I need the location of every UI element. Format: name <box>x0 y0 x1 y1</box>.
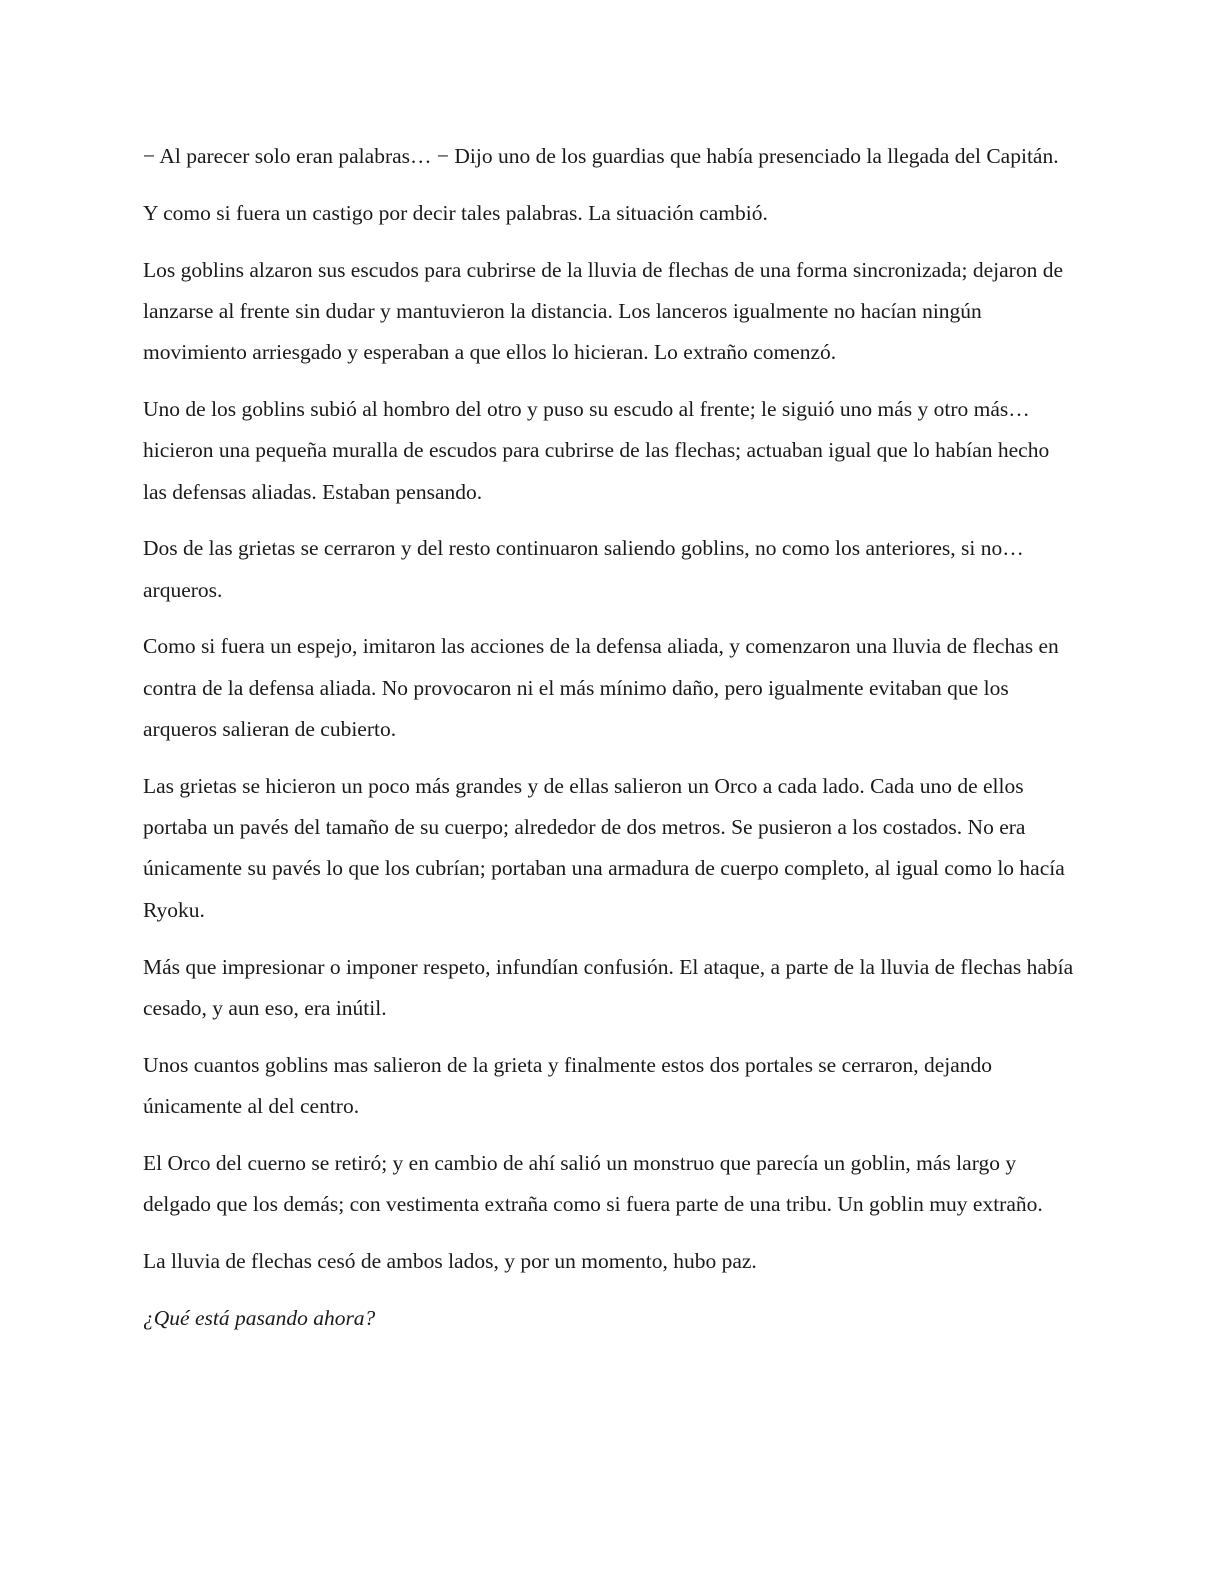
paragraph: Dos de las grietas se cerraron y del resto continuaron saliendo goblins, no como los anteriores, si no… arqueros. <box>143 536 1024 602</box>
paragraph: El Orco del cuerno se retiró; y en cambio de ahí salió un monstruo que parecía un goblin, más largo y delgado que los demás; con vestimenta extraña como si fuera parte de una tribu. Un goblin muy extraño. <box>143 1150 1043 1217</box>
italic-thought-paragraph: ¿Qué está pasando ahora? <box>143 1305 376 1330</box>
paragraph: Unos cuantos goblins mas salieron de la grieta y finalmente estos dos portales se cerraron, dejando únicamente al del centro. <box>143 1052 993 1118</box>
document-body <box>143 136 1078 1354</box>
paragraph: Más que impresionar o imponer respeto, infundían confusión. El ataque, a parte de la lluvia de flechas había cesado, y aun eso, era inútil. <box>143 954 1074 1020</box>
paragraph: Las grietas se hicieron un poco más grandes y de ellas salieron un Orco a cada lado. Cada uno de ellos portaba un pavés del tamaño de su cuerpo; alrededor de dos metros. Se pusieron a los costados. No era únicamente su pavés lo que los cubrían; portaban una armadura de cuerpo completo, al igual como lo hacía Ryoku. <box>143 773 1065 922</box>
paragraph: − Al parecer solo eran palabras… − Dijo uno de los guardias que había presenciado la llegada del Capitán. <box>143 144 1059 168</box>
paragraph: Como si fuera un espejo, imitaron las acciones de la defensa aliada, y comenzaron una lluvia de flechas en contra de la defensa aliada. No provocaron ni el más mínimo daño, pero igualmente evitaban que los arqueros salieran de cubierto. <box>143 634 1059 742</box>
paragraph: Y como si fuera un castigo por decir tales palabras. La situación cambió. <box>143 200 768 225</box>
paragraph: Los goblins alzaron sus escudos para cubrirse de la lluvia de flechas de una forma sincronizada; dejaron de lanzarse al frente sin dudar y mantuvieron la distancia. Los lanceros igualmente no hacían ningún movimiento arriesgado y esperaban a que ellos lo hicieran. Lo extraño comenzó. <box>143 257 1063 365</box>
paragraph: Uno de los goblins subió al hombro del otro y puso su escudo al frente; le siguió uno más y otro más… hicieron una pequeña muralla de escudos para cubrirse de las flechas; actuaban igual que lo habían hecho las defensas aliadas. Estaban pensando. <box>143 396 1050 504</box>
paragraph: La lluvia de flechas cesó de ambos lados, y por un momento, hubo paz. <box>143 1248 757 1273</box>
